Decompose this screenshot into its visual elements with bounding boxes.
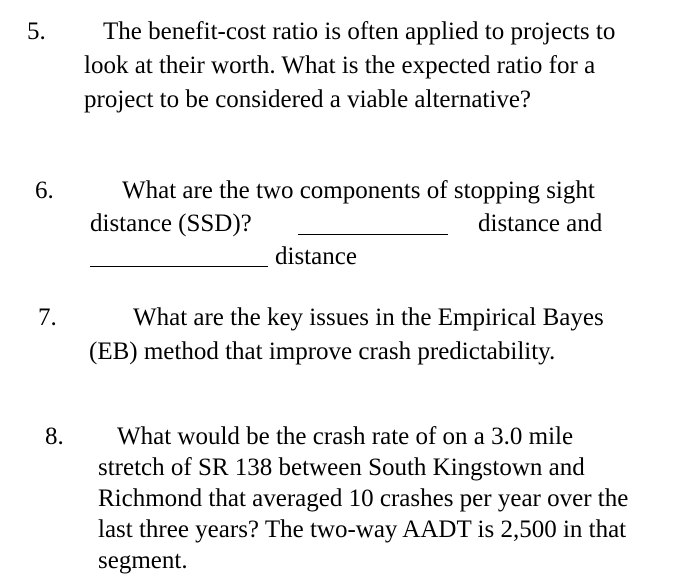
question-text-line: What are the key issues in the Empirical Bayes	[133, 304, 604, 331]
question-text-line: stretch of SR 138 between South Kingstown and	[98, 454, 585, 481]
question-text-line: last three years? The two-way AADT is 2,500 in that	[98, 516, 627, 543]
question-text-line: segment.	[98, 547, 188, 574]
question-text-line: distance	[275, 243, 357, 270]
question-text-line: project to be considered a viable alternative?	[84, 86, 532, 113]
question-text-line: The benefit-cost ratio is often applied to projects to	[103, 18, 616, 45]
question-number: 8.	[45, 423, 64, 450]
question-text-line: What are the two components of stopping sight	[122, 177, 595, 204]
answer-blank[interactable]	[298, 234, 448, 235]
question-text-line: Richmond that averaged 10 crashes per year over the	[98, 485, 629, 512]
question-text-line: (EB) method that improve crash predictability.	[89, 338, 556, 365]
question-number: 7.	[38, 304, 57, 331]
question-text-line: What would be the crash rate of on a 3.0 mile	[117, 423, 574, 450]
question-number: 6.	[35, 177, 54, 204]
question-text-line: distance (SSD)?	[90, 210, 252, 237]
question-number: 5.	[27, 18, 46, 45]
question-text-line: distance and	[478, 210, 603, 237]
answer-blank[interactable]	[90, 266, 268, 267]
question-text-line: look at their worth. What is the expected ratio for a	[84, 52, 596, 79]
